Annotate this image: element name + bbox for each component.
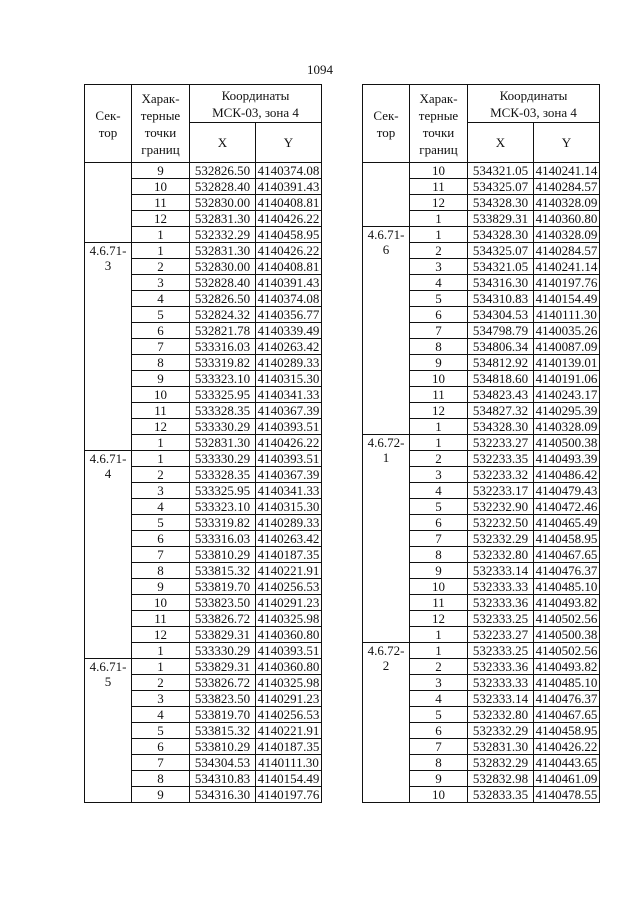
point-number-cell: 1 [132,243,190,259]
point-number-cell: 5 [410,707,468,723]
x-coordinate-cell: 533815.32 [190,723,256,739]
y-coordinate-cell: 4140458.95 [534,531,600,547]
x-coordinate-cell: 533319.82 [190,515,256,531]
x-coordinate-cell: 532821.78 [190,323,256,339]
x-coordinate-cell: 533823.50 [190,691,256,707]
header-coordinates: Координаты МСК-03, зона 4 [190,85,322,123]
y-coordinate-cell: 4140476.37 [534,691,600,707]
point-number-cell: 2 [410,451,468,467]
x-coordinate-cell: 532332.29 [468,531,534,547]
header-boundary-points: Харак- терные точки границ [132,85,190,163]
x-coordinate-cell: 534325.07 [468,243,534,259]
point-number-cell: 2 [132,675,190,691]
y-coordinate-cell: 4140289.33 [256,355,322,371]
x-coordinate-cell: 532333.14 [468,691,534,707]
x-coordinate-cell: 534310.83 [190,771,256,787]
y-coordinate-cell: 4140087.09 [534,339,600,355]
header-x: X [190,123,256,163]
y-coordinate-cell: 4140426.22 [256,435,322,451]
point-number-cell: 1 [410,227,468,243]
y-coordinate-cell: 4140328.09 [534,227,600,243]
x-coordinate-cell: 534818.60 [468,371,534,387]
point-number-cell: 11 [410,595,468,611]
sector-cell: 4.6.72- 1 [363,435,410,643]
x-coordinate-cell: 534328.30 [468,195,534,211]
x-coordinate-cell: 534304.53 [190,755,256,771]
y-coordinate-cell: 4140408.81 [256,195,322,211]
x-coordinate-cell: 533815.32 [190,563,256,579]
point-number-cell: 6 [410,723,468,739]
x-coordinate-cell: 532233.35 [468,451,534,467]
y-coordinate-cell: 4140408.81 [256,259,322,275]
point-number-cell: 1 [132,451,190,467]
table-row [85,243,322,259]
y-coordinate-cell: 4140243.17 [534,387,600,403]
point-number-cell: 7 [410,323,468,339]
x-coordinate-cell: 532332.29 [468,723,534,739]
y-coordinate-cell: 4140500.38 [534,627,600,643]
y-coordinate-cell: 4140502.56 [534,643,600,659]
y-coordinate-cell: 4140461.09 [534,771,600,787]
point-number-cell: 4 [132,499,190,515]
x-coordinate-cell: 532333.36 [468,659,534,675]
x-coordinate-cell: 532333.36 [468,595,534,611]
y-coordinate-cell: 4140493.82 [534,659,600,675]
y-coordinate-cell: 4140467.65 [534,547,600,563]
x-coordinate-cell: 532233.17 [468,483,534,499]
point-number-cell: 5 [132,723,190,739]
point-number-cell: 8 [410,339,468,355]
x-coordinate-cell: 533829.31 [190,627,256,643]
x-coordinate-cell: 533328.35 [190,467,256,483]
x-coordinate-cell: 534328.30 [468,419,534,435]
point-number-cell: 8 [410,547,468,563]
point-number-cell: 12 [132,419,190,435]
x-coordinate-cell: 534321.05 [468,259,534,275]
y-coordinate-cell: 4140291.23 [256,691,322,707]
point-number-cell: 9 [132,787,190,803]
point-number-cell: 2 [410,243,468,259]
x-coordinate-cell: 533330.29 [190,451,256,467]
point-number-cell: 11 [410,179,468,195]
point-number-cell: 11 [410,387,468,403]
point-number-cell: 8 [132,771,190,787]
y-coordinate-cell: 4140256.53 [256,707,322,723]
point-number-cell: 2 [132,467,190,483]
x-coordinate-cell: 534316.30 [190,787,256,803]
coordinates-table-right [362,84,600,803]
y-coordinate-cell: 4140493.82 [534,595,600,611]
x-coordinate-cell: 532832.98 [468,771,534,787]
y-coordinate-cell: 4140291.23 [256,595,322,611]
x-coordinate-cell: 532828.40 [190,179,256,195]
point-number-cell: 11 [132,611,190,627]
x-coordinate-cell: 533823.50 [190,595,256,611]
point-number-cell: 9 [132,371,190,387]
point-number-cell: 9 [410,771,468,787]
y-coordinate-cell: 4140367.39 [256,403,322,419]
x-coordinate-cell: 534310.83 [468,291,534,307]
point-number-cell: 8 [132,563,190,579]
header-y: Y [534,123,600,163]
x-coordinate-cell: 533810.29 [190,739,256,755]
y-coordinate-cell: 4140263.42 [256,531,322,547]
point-number-cell: 4 [132,291,190,307]
y-coordinate-cell: 4140341.33 [256,387,322,403]
point-number-cell: 3 [410,675,468,691]
table-row [85,451,322,467]
y-coordinate-cell: 4140458.95 [256,227,322,243]
point-number-cell: 1 [410,211,468,227]
y-coordinate-cell: 4140502.56 [534,611,600,627]
table-row [363,227,600,243]
point-number-cell: 10 [410,163,468,179]
x-coordinate-cell: 532233.32 [468,467,534,483]
y-coordinate-cell: 4140328.09 [534,419,600,435]
y-coordinate-cell: 4140393.51 [256,419,322,435]
y-coordinate-cell: 4140035.26 [534,323,600,339]
x-coordinate-cell: 532830.00 [190,259,256,275]
x-coordinate-cell: 532830.00 [190,195,256,211]
x-coordinate-cell: 532832.29 [468,755,534,771]
point-number-cell: 11 [132,403,190,419]
x-coordinate-cell: 532831.30 [190,211,256,227]
x-coordinate-cell: 533819.70 [190,579,256,595]
point-number-cell: 1 [132,435,190,451]
point-number-cell: 1 [132,643,190,659]
y-coordinate-cell: 4140284.57 [534,243,600,259]
point-number-cell: 10 [410,787,468,803]
y-coordinate-cell: 4140111.30 [534,307,600,323]
y-coordinate-cell: 4140472.46 [534,499,600,515]
x-coordinate-cell: 532333.14 [468,563,534,579]
header-x: X [468,123,534,163]
point-number-cell: 3 [132,483,190,499]
y-coordinate-cell: 4140325.98 [256,675,322,691]
header-y: Y [256,123,322,163]
sector-cell: 4.6.72- 2 [363,643,410,803]
x-coordinate-cell: 533810.29 [190,547,256,563]
y-coordinate-cell: 4140315.30 [256,371,322,387]
point-number-cell: 6 [410,307,468,323]
y-coordinate-cell: 4140360.80 [534,211,600,227]
point-number-cell: 10 [410,371,468,387]
point-number-cell: 1 [132,227,190,243]
point-number-cell: 10 [410,579,468,595]
y-coordinate-cell: 4140465.49 [534,515,600,531]
point-number-cell: 12 [410,611,468,627]
x-coordinate-cell: 533325.95 [190,387,256,403]
table-row [363,643,600,659]
x-coordinate-cell: 534806.34 [468,339,534,355]
x-coordinate-cell: 533319.82 [190,355,256,371]
x-coordinate-cell: 532333.25 [468,611,534,627]
x-coordinate-cell: 534325.07 [468,179,534,195]
y-coordinate-cell: 4140221.91 [256,563,322,579]
sector-cell: 4.6.71- 6 [363,227,410,435]
x-coordinate-cell: 532826.50 [190,291,256,307]
point-number-cell: 3 [410,259,468,275]
header-sector: Сек- тор [363,85,410,163]
y-coordinate-cell: 4140111.30 [256,755,322,771]
x-coordinate-cell: 532333.33 [468,675,534,691]
point-number-cell: 12 [410,195,468,211]
point-number-cell: 6 [132,531,190,547]
point-number-cell: 5 [132,515,190,531]
y-coordinate-cell: 4140458.95 [534,723,600,739]
point-number-cell: 7 [410,739,468,755]
x-coordinate-cell: 533325.95 [190,483,256,499]
x-coordinate-cell: 533826.72 [190,611,256,627]
point-number-cell: 3 [132,691,190,707]
point-number-cell: 9 [132,163,190,179]
point-number-cell: 8 [132,355,190,371]
y-coordinate-cell: 4140391.43 [256,275,322,291]
table-row [363,435,600,451]
y-coordinate-cell: 4140154.49 [534,291,600,307]
x-coordinate-cell: 533819.70 [190,707,256,723]
y-coordinate-cell: 4140374.08 [256,291,322,307]
x-coordinate-cell: 533829.31 [468,211,534,227]
x-coordinate-cell: 534316.30 [468,275,534,291]
x-coordinate-cell: 532833.35 [468,787,534,803]
point-number-cell: 1 [410,627,468,643]
table-row [85,163,322,179]
table-row [363,163,600,179]
point-number-cell: 7 [410,531,468,547]
y-coordinate-cell: 4140187.35 [256,739,322,755]
x-coordinate-cell: 534304.53 [468,307,534,323]
x-coordinate-cell: 534827.32 [468,403,534,419]
y-coordinate-cell: 4140485.10 [534,579,600,595]
x-coordinate-cell: 532332.29 [190,227,256,243]
x-coordinate-cell: 533323.10 [190,371,256,387]
y-coordinate-cell: 4140500.38 [534,435,600,451]
x-coordinate-cell: 533826.72 [190,675,256,691]
x-coordinate-cell: 532831.30 [190,435,256,451]
x-coordinate-cell: 534328.30 [468,227,534,243]
point-number-cell: 4 [410,483,468,499]
y-coordinate-cell: 4140467.65 [534,707,600,723]
y-coordinate-cell: 4140393.51 [256,643,322,659]
y-coordinate-cell: 4140139.01 [534,355,600,371]
header-boundary-points: Харак- терные точки границ [410,85,468,163]
sector-cell: 4.6.71- 4 [85,451,132,659]
y-coordinate-cell: 4140360.80 [256,627,322,643]
y-coordinate-cell: 4140479.43 [534,483,600,499]
x-coordinate-cell: 532824.32 [190,307,256,323]
y-coordinate-cell: 4140197.76 [256,787,322,803]
x-coordinate-cell: 532232.50 [468,515,534,531]
point-number-cell: 11 [132,195,190,211]
y-coordinate-cell: 4140426.22 [256,243,322,259]
x-coordinate-cell: 534823.43 [468,387,534,403]
point-number-cell: 2 [132,259,190,275]
point-number-cell: 7 [132,339,190,355]
point-number-cell: 12 [132,627,190,643]
y-coordinate-cell: 4140263.42 [256,339,322,355]
x-coordinate-cell: 532232.90 [468,499,534,515]
y-coordinate-cell: 4140325.98 [256,611,322,627]
point-number-cell: 1 [410,643,468,659]
point-number-cell: 10 [132,387,190,403]
sector-cell: 4.6.71- 5 [85,659,132,803]
x-coordinate-cell: 533316.03 [190,531,256,547]
point-number-cell: 3 [132,275,190,291]
y-coordinate-cell: 4140197.76 [534,275,600,291]
x-coordinate-cell: 532333.25 [468,643,534,659]
x-coordinate-cell: 534321.05 [468,163,534,179]
x-coordinate-cell: 532828.40 [190,275,256,291]
point-number-cell: 12 [132,211,190,227]
x-coordinate-cell: 532333.33 [468,579,534,595]
x-coordinate-cell: 532826.50 [190,163,256,179]
point-number-cell: 4 [410,691,468,707]
point-number-cell: 4 [132,707,190,723]
point-number-cell: 1 [410,435,468,451]
x-coordinate-cell: 532332.80 [468,547,534,563]
y-coordinate-cell: 4140443.65 [534,755,600,771]
y-coordinate-cell: 4140476.37 [534,563,600,579]
y-coordinate-cell: 4140289.33 [256,515,322,531]
x-coordinate-cell: 532831.30 [190,243,256,259]
point-number-cell: 7 [132,755,190,771]
y-coordinate-cell: 4140391.43 [256,179,322,195]
point-number-cell: 9 [410,355,468,371]
point-number-cell: 10 [132,179,190,195]
y-coordinate-cell: 4140339.49 [256,323,322,339]
point-number-cell: 6 [410,515,468,531]
coordinates-table-left [84,84,322,803]
x-coordinate-cell: 533829.31 [190,659,256,675]
sector-cell [85,163,132,243]
x-coordinate-cell: 532332.80 [468,707,534,723]
point-number-cell: 12 [410,403,468,419]
y-coordinate-cell: 4140341.33 [256,483,322,499]
y-coordinate-cell: 4140486.42 [534,467,600,483]
x-coordinate-cell: 532831.30 [468,739,534,755]
point-number-cell: 9 [132,579,190,595]
y-coordinate-cell: 4140485.10 [534,675,600,691]
y-coordinate-cell: 4140393.51 [256,451,322,467]
point-number-cell: 5 [410,499,468,515]
y-coordinate-cell: 4140374.08 [256,163,322,179]
point-number-cell: 7 [132,547,190,563]
y-coordinate-cell: 4140426.22 [534,739,600,755]
x-coordinate-cell: 533328.35 [190,403,256,419]
y-coordinate-cell: 4140295.39 [534,403,600,419]
y-coordinate-cell: 4140426.22 [256,211,322,227]
y-coordinate-cell: 4140154.49 [256,771,322,787]
y-coordinate-cell: 4140493.39 [534,451,600,467]
point-number-cell: 6 [132,739,190,755]
point-number-cell: 2 [410,659,468,675]
y-coordinate-cell: 4140315.30 [256,499,322,515]
point-number-cell: 3 [410,467,468,483]
y-coordinate-cell: 4140367.39 [256,467,322,483]
point-number-cell: 6 [132,323,190,339]
point-number-cell: 5 [132,307,190,323]
x-coordinate-cell: 533330.29 [190,419,256,435]
y-coordinate-cell: 4140191.06 [534,371,600,387]
point-number-cell: 9 [410,563,468,579]
sector-cell: 4.6.71- 3 [85,243,132,451]
x-coordinate-cell: 532233.27 [468,627,534,643]
x-coordinate-cell: 534812.92 [468,355,534,371]
x-coordinate-cell: 533316.03 [190,339,256,355]
y-coordinate-cell: 4140328.09 [534,195,600,211]
y-coordinate-cell: 4140221.91 [256,723,322,739]
header-sector: Сек- тор [85,85,132,163]
point-number-cell: 10 [132,595,190,611]
table-row [85,659,322,675]
y-coordinate-cell: 4140241.14 [534,259,600,275]
y-coordinate-cell: 4140284.57 [534,179,600,195]
page-number: 1094 [307,62,333,77]
x-coordinate-cell: 533323.10 [190,499,256,515]
y-coordinate-cell: 4140256.53 [256,579,322,595]
x-coordinate-cell: 532233.27 [468,435,534,451]
x-coordinate-cell: 533330.29 [190,643,256,659]
point-number-cell: 1 [410,419,468,435]
y-coordinate-cell: 4140187.35 [256,547,322,563]
point-number-cell: 8 [410,755,468,771]
x-coordinate-cell: 534798.79 [468,323,534,339]
y-coordinate-cell: 4140356.77 [256,307,322,323]
point-number-cell: 4 [410,275,468,291]
point-number-cell: 5 [410,291,468,307]
header-coordinates: Координаты МСК-03, зона 4 [468,85,600,123]
point-number-cell: 1 [132,659,190,675]
y-coordinate-cell: 4140478.55 [534,787,600,803]
y-coordinate-cell: 4140360.80 [256,659,322,675]
y-coordinate-cell: 4140241.14 [534,163,600,179]
sector-cell [363,163,410,227]
